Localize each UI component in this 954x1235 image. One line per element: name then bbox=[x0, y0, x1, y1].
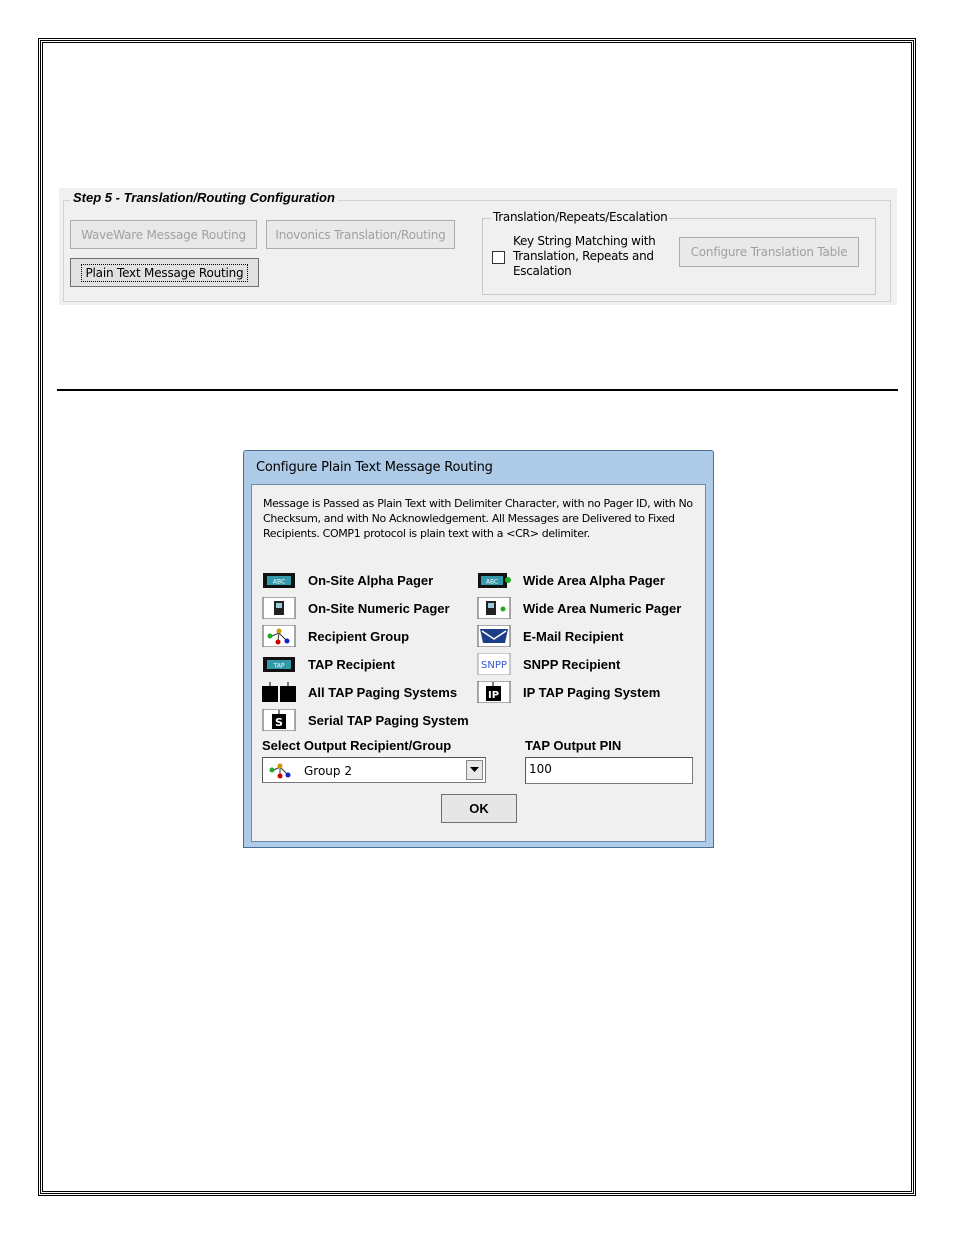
legend-snpp bbox=[477, 653, 620, 675]
legend-label: Serial TAP Paging System bbox=[308, 712, 469, 728]
step5-panel bbox=[59, 188, 897, 305]
legend-label: SNPP Recipient bbox=[523, 656, 621, 672]
wide-area-numeric-pager-icon bbox=[477, 597, 511, 619]
waveware-routing-button[interactable]: WaveWare Message Routing bbox=[70, 220, 257, 249]
legend-label: Recipient Group bbox=[308, 628, 410, 644]
plain-text-routing-label: Plain Text Message Routing bbox=[81, 264, 249, 282]
legend-recipient-group bbox=[262, 625, 409, 647]
step5-legend: Step 5 - Translation/Routing Configuration bbox=[70, 190, 338, 205]
key-string-checkbox[interactable] bbox=[492, 251, 505, 264]
all-tap-systems-icon bbox=[262, 681, 296, 703]
snpp-icon bbox=[477, 653, 511, 675]
ip-tap-icon-text: IP bbox=[487, 690, 500, 701]
legend-label: E-Mail Recipient bbox=[523, 628, 624, 644]
ip-tap-icon bbox=[477, 681, 511, 703]
wide-area-alpha-pager-icon bbox=[477, 569, 511, 591]
svg-text:ABC: ABC bbox=[272, 578, 286, 586]
legend-onsite-numeric bbox=[262, 597, 450, 619]
legend-label: On-Site Numeric Pager bbox=[308, 600, 450, 616]
output-recipient-select[interactable] bbox=[262, 757, 486, 783]
numeric-pager-icon bbox=[262, 597, 296, 619]
legend-label: Wide Area Alpha Pager bbox=[523, 572, 665, 588]
plain-text-routing-button[interactable] bbox=[70, 258, 259, 287]
snpp-icon-text: SNPP bbox=[481, 660, 507, 671]
inovonics-routing-button[interactable]: Inovonics Translation/Routing bbox=[266, 220, 455, 249]
dialog-title: Configure Plain Text Message Routing bbox=[256, 460, 493, 475]
tap-output-pin-input[interactable] bbox=[525, 757, 693, 784]
tap-recipient-icon bbox=[262, 653, 296, 675]
configure-translation-table-button[interactable]: Configure Translation Table bbox=[679, 237, 859, 267]
pin-value: 100 bbox=[529, 762, 552, 776]
serial-tap-icon-text: S bbox=[275, 716, 283, 729]
svg-text:ABC: ABC bbox=[485, 578, 499, 586]
legend-email bbox=[477, 625, 623, 647]
horizontal-divider bbox=[57, 389, 898, 391]
legend-all-tap bbox=[262, 681, 457, 703]
legend-wide-numeric bbox=[477, 597, 681, 619]
legend-wide-alpha bbox=[477, 569, 665, 591]
recipient-group-icon bbox=[262, 625, 296, 647]
translation-group-legend: Translation/Repeats/Escalation bbox=[493, 210, 668, 224]
svg-text:TAP: TAP bbox=[273, 662, 285, 670]
key-string-checkbox-label: Key String Matching with Translation, Repeats and Escalation bbox=[513, 234, 656, 278]
serial-tap-icon bbox=[262, 709, 296, 731]
select-value: Group 2 bbox=[304, 764, 352, 778]
email-icon bbox=[477, 625, 511, 647]
dialog-description: Message is Passed as Plain Text with Delimiter Character, with no Pager ID, with No Checksum, and with No Acknowledgement. All Messages are Delivered to Fixed Recipients. COMP1 protocol is plain text with a <CR> delimiter. bbox=[263, 497, 693, 540]
legend-tap-recipient bbox=[262, 653, 395, 675]
legend-label: IP TAP Paging System bbox=[523, 684, 661, 700]
tap-output-pin-label: TAP Output PIN bbox=[525, 738, 622, 753]
alpha-pager-icon bbox=[262, 569, 296, 591]
dialog-body bbox=[251, 484, 706, 842]
legend-label: TAP Recipient bbox=[308, 656, 395, 672]
legend-serial-tap bbox=[262, 709, 469, 731]
legend-ip-tap bbox=[477, 681, 660, 703]
legend-label: All TAP Paging Systems bbox=[308, 684, 458, 700]
chevron-down-icon[interactable] bbox=[466, 760, 483, 780]
legend-onsite-alpha bbox=[262, 569, 433, 591]
ok-button[interactable]: OK bbox=[441, 794, 517, 823]
legend-label: Wide Area Numeric Pager bbox=[523, 600, 682, 616]
plain-text-routing-dialog bbox=[243, 450, 714, 848]
recipient-group-icon bbox=[268, 762, 294, 783]
legend-label: On-Site Alpha Pager bbox=[308, 572, 434, 588]
select-output-label: Select Output Recipient/Group bbox=[262, 738, 452, 753]
